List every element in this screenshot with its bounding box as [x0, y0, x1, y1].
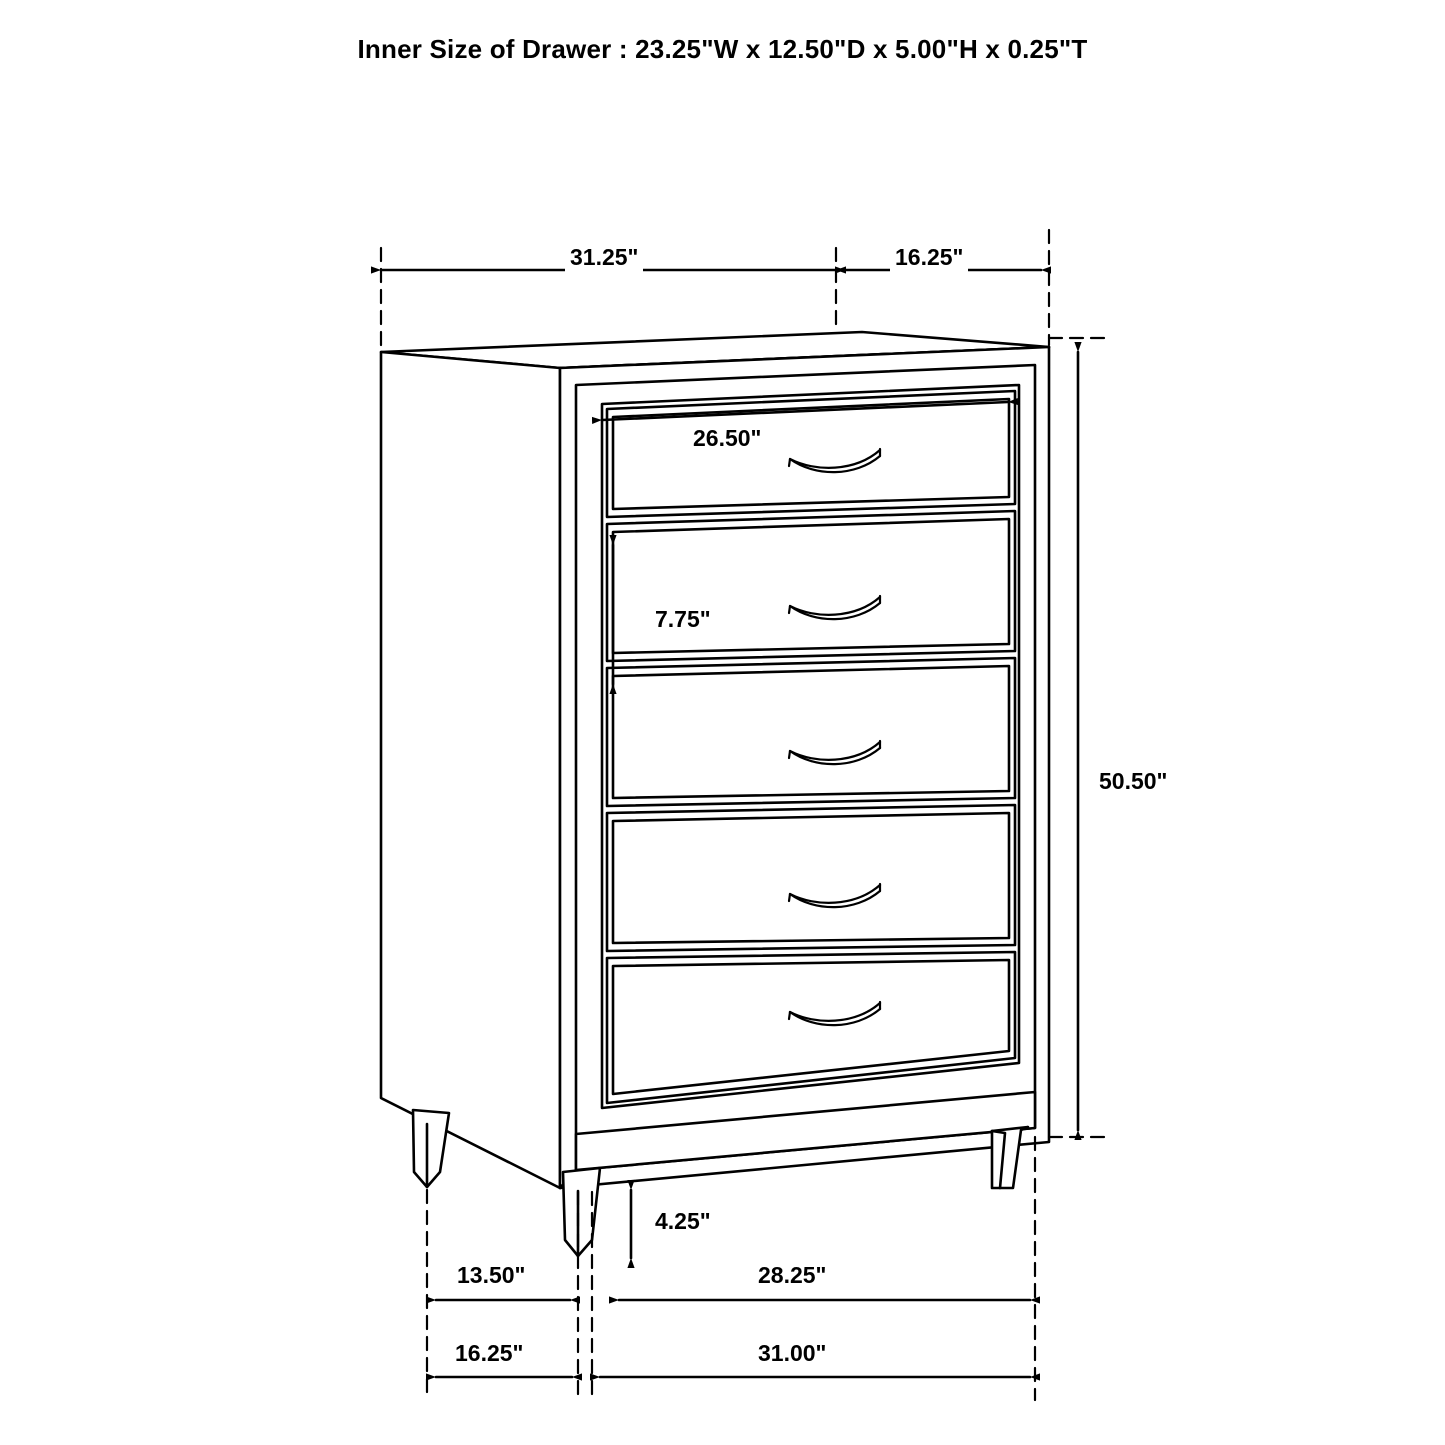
leg-back-left [413, 1110, 449, 1187]
drawer-2 [607, 511, 1015, 661]
chest-left-side-panel [381, 352, 560, 1188]
dimension-label-overall-height: 50.50" [1094, 767, 1172, 796]
drawer-4 [607, 805, 1015, 951]
page-title: Inner Size of Drawer : 23.25"W x 12.50"D x 5.00"H x 0.25"T [357, 34, 1088, 64]
dimension-label-top-side-depth: 16.25" [890, 243, 968, 272]
dimension-label-side-overall-depth: 16.25" [450, 1339, 528, 1368]
dimension-label-side-base-width: 13.50" [452, 1261, 530, 1290]
dimension-label-drawer-front-width: 26.50" [688, 424, 766, 453]
drawer-3 [607, 658, 1015, 806]
dimension-label-front-overall-width: 31.00" [753, 1339, 831, 1368]
dimension-label-drawer-height: 7.75" [650, 605, 716, 634]
dimension-label-front-base-width: 28.25" [753, 1261, 831, 1290]
dimension-label-leg-height: 4.25" [650, 1207, 716, 1236]
leg-front-left [563, 1168, 600, 1256]
dimension-label-top-front-width: 31.25" [565, 243, 643, 272]
